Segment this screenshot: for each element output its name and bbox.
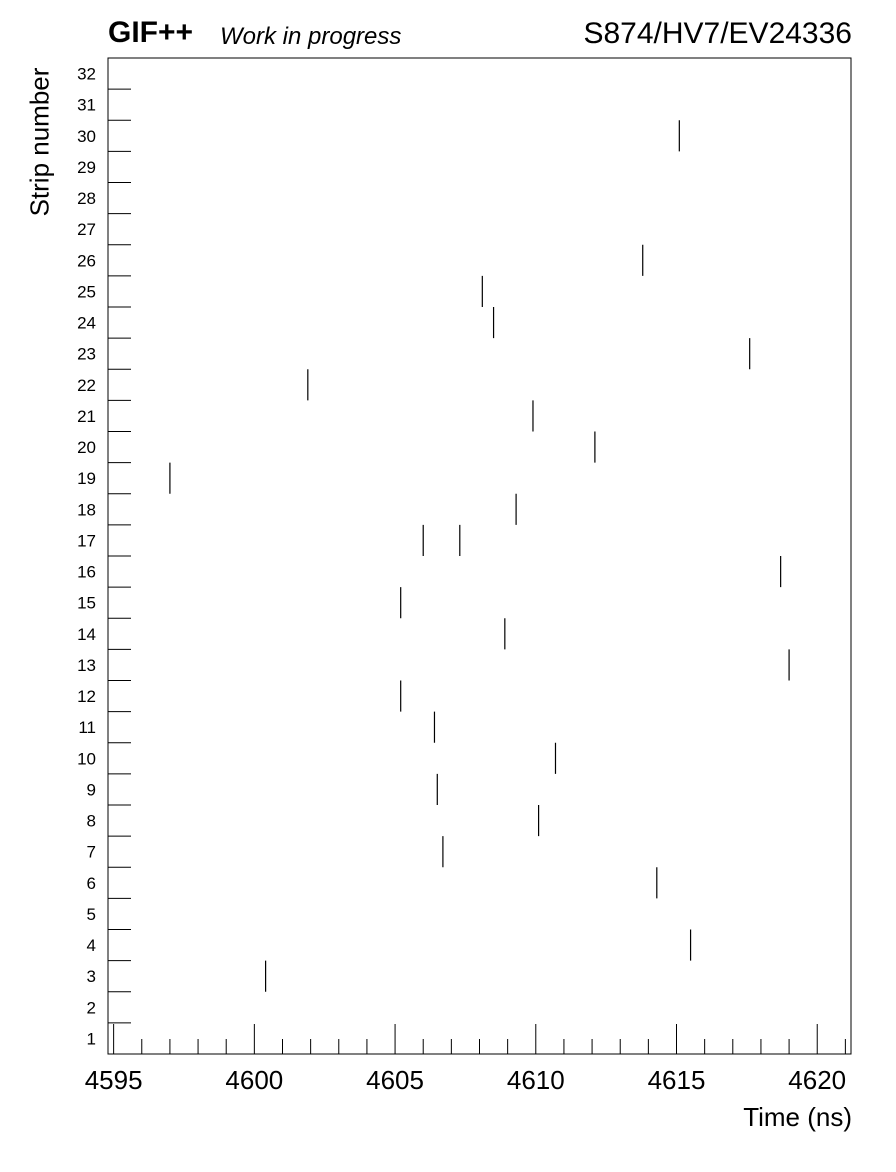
x-tick-label: 4610: [506, 1065, 565, 1095]
y-tick-label: 29: [77, 157, 96, 177]
plot-frame: [108, 58, 851, 1054]
y-tick-label: 27: [77, 220, 96, 240]
y-tick-label: 28: [77, 189, 96, 209]
y-tick-label: 9: [86, 780, 96, 800]
y-tick-label: 4: [86, 936, 96, 956]
y-tick-label: 10: [77, 749, 96, 769]
y-tick-label: 2: [86, 998, 96, 1018]
header-title: GIF++: [108, 16, 194, 49]
y-tick-label: 22: [77, 375, 96, 395]
y-tick-label: 32: [77, 64, 96, 84]
header-subtitle: Work in progress: [220, 23, 402, 50]
y-tick-label: 18: [77, 500, 96, 520]
y-tick-label: 13: [77, 655, 96, 675]
y-tick-label: 31: [77, 95, 96, 115]
y-tick-label: 7: [86, 842, 96, 862]
y-tick-label: 15: [77, 593, 96, 613]
y-tick-label: 6: [86, 873, 96, 893]
run-label: S874/HV7/EV24336: [583, 17, 852, 50]
y-tick-label: 20: [77, 438, 96, 458]
x-tick-label: 4605: [366, 1065, 424, 1095]
y-tick-label: 25: [77, 282, 96, 302]
y-tick-label: 3: [86, 967, 96, 987]
y-tick-label: 16: [77, 562, 96, 582]
y-tick-label: 5: [86, 904, 96, 924]
y-tick-label: 19: [77, 469, 96, 489]
y-tick-label: 11: [78, 718, 96, 738]
x-axis-label: Time (ns): [743, 1102, 852, 1132]
y-tick-label: 24: [77, 313, 96, 333]
x-tick-label: 4620: [788, 1065, 847, 1095]
x-tick-label: 4595: [84, 1065, 143, 1095]
y-tick-label: 17: [77, 531, 96, 551]
x-tick-label: 4615: [647, 1065, 706, 1095]
y-tick-label: 30: [77, 126, 96, 146]
y-tick-label: 1: [86, 1029, 96, 1049]
y-tick-label: 12: [77, 687, 96, 707]
y-tick-label: 26: [77, 251, 96, 271]
y-tick-label: 21: [77, 406, 96, 426]
y-tick-label: 8: [86, 811, 96, 831]
x-tick-label: 4600: [225, 1065, 284, 1095]
y-axis-label: Strip number: [24, 67, 55, 217]
y-tick-label: 23: [77, 344, 96, 364]
y-tick-label: 14: [77, 624, 96, 644]
